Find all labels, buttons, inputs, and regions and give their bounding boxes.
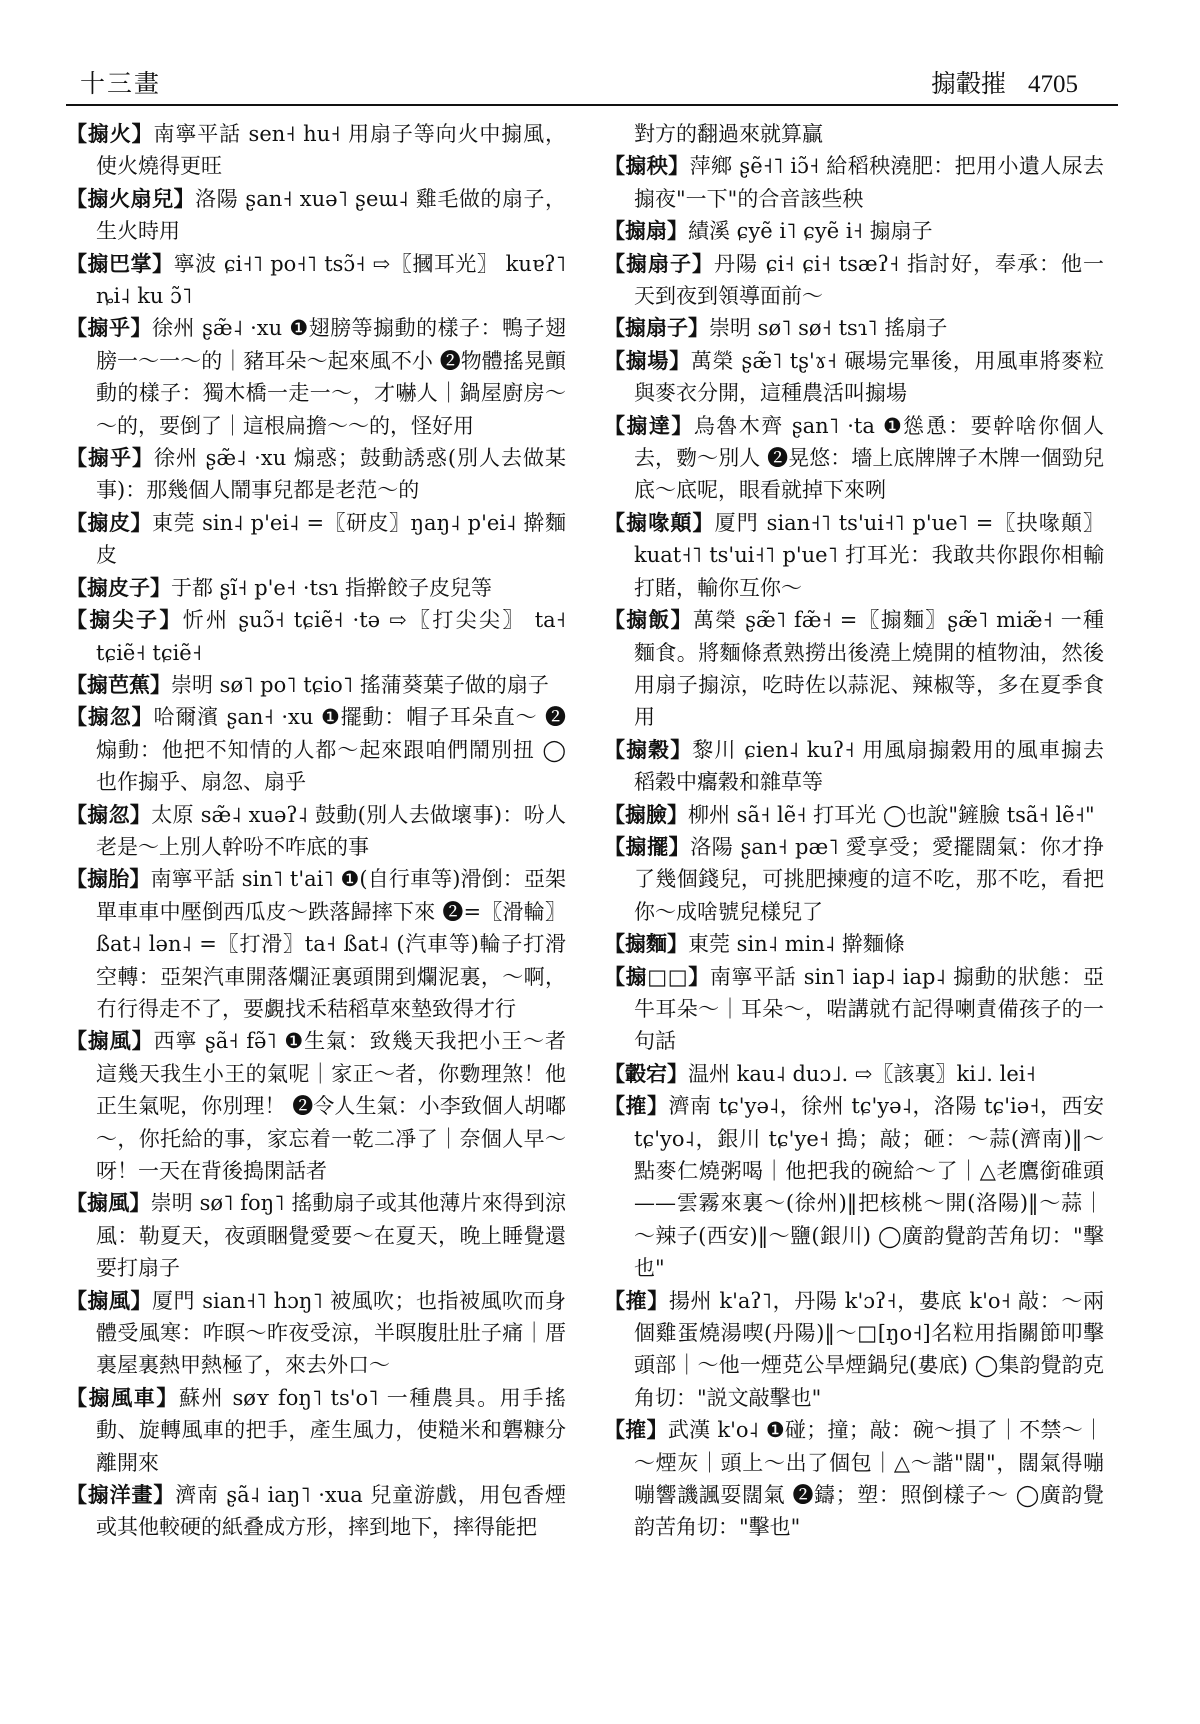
entry-headword: 【搧忽】 <box>66 704 154 730</box>
dictionary-entry <box>66 507 566 572</box>
dictionary-entry <box>604 734 1104 799</box>
entry-definition: 寧波 ɕi˧˥ po˧˥ tsɔ̃˧ ⇨〖摑耳光〗 kuɐʔ˥ ȵi˨ ku ɔ̃˥ <box>96 251 566 309</box>
entry-definition: 崇明 sø˥ po˥ tɕio˥ 搖蒲葵葉子做的扇子 <box>171 672 549 697</box>
entry-definition: 萬榮 ʂæ̃˥ tʂ'ɤ˧ 碾場完畢後，用風車將麥粒與麥衣分開，這種農活叫搧場 <box>634 348 1104 406</box>
entry-headword: 【搉】 <box>604 1093 669 1119</box>
entry-definition: 揚州 k'aʔ˥，丹陽 k'ɔʔ˧，婁底 k'o˧ 敲：～兩個雞蛋燒湯喫(丹陽)‖～□[ŋo˧]名粒用指關節叩擊頭部｜～他一煙莌公旱煙鍋兒(婁底) ◯集韵覺韵克角切："説文敲擊也" <box>634 1288 1104 1410</box>
entry-definition: 柳州 sã˧ lẽ˧ 打耳光 ◯也說"鏟臉 tsã˧ lẽ˧" <box>688 802 1095 827</box>
dictionary-entry <box>66 701 566 798</box>
dictionary-entry <box>604 312 1104 344</box>
entry-definition: 對方的翻過來就算贏 <box>634 122 823 146</box>
entry-definition: 太原 sæ̃˨ xuəʔ˨ 鼓動(別人去做壞事)：吩人老是～上別人幹吩不咋底的事 <box>96 802 566 859</box>
entry-definition: 武漢 k'o˨ ❶碰；撞；敲：碗～損了｜不禁～｜～煙灰｜頭上～出了個包｜△～諧"闊"，闊氣得嘣嘣響譏諷耍闊氣 ❷鑄；塑：照倒樣子～ ◯廣韵覺韵苦角切："擊也" <box>634 1418 1104 1540</box>
entry-definition: 南寧平話 sin˥ t'ai˥ ❶(自行車等)滑倒：亞架單車車中壓倒西瓜皮～跌落歸摔下來 ❷=〖滑輪〗ßat˨ lən˨ =〖打滑〗ta˧ ßat˨ (汽車等)輪子打滑空轉：亞架汽車開落爛泟裏頭開到爛泥裏，～啊，冇行得走不了，要覷找禾秸稻草來墊致得才行 <box>96 867 566 1021</box>
dictionary-entry <box>66 799 566 864</box>
dictionary-entry <box>66 1285 566 1382</box>
section-label: 十三畫 <box>80 69 162 98</box>
dictionary-entry <box>604 928 1104 960</box>
dictionary-entry <box>604 1058 1104 1090</box>
entry-definition: 南寧平話 sen˧ hu˧ 用扇子等向火中搧風，使火燒得更旺 <box>96 122 566 179</box>
entry-headword: 【搧皮子】 <box>66 574 171 600</box>
entry-headword: 【搉】 <box>604 1417 668 1443</box>
right-column <box>604 118 1104 1698</box>
dictionary-entry <box>604 799 1104 831</box>
entry-headword: 【搧洋畫】 <box>66 1482 176 1508</box>
entry-headword: 【搧火】 <box>66 121 154 146</box>
entry-definition: 東莞 sin˨ min˨ 擀麵條 <box>688 932 905 957</box>
page-number: 4705 <box>1028 71 1078 98</box>
entry-headword: 【搧火扇兒】 <box>66 185 196 211</box>
entry-headword: 【搧芭蕉】 <box>66 671 171 697</box>
entry-headword: 【搧麵】 <box>604 931 688 957</box>
dictionary-entry <box>604 410 1104 507</box>
entry-definition: 蘇州 søʏ foŋ˥ ts'o˥ 一種農具。用手搖動、旋轉風車的把手，產生風力，使糙米和礱糠分離開來 <box>96 1385 566 1475</box>
dictionary-entry <box>66 1382 566 1479</box>
entry-headword: 【搧尖子】 <box>66 607 183 633</box>
entry-headword: 【搧風】 <box>66 1190 151 1216</box>
entry-definition: 厦門 sian˧˥ ts'ui˧˥ p'ue˥ =〖抉喙顛〗kuat˧˥ ts'ui˧˥ p'ue˥ 打耳光：我敢共你跟你相輸打賭，輸你互你～ <box>634 510 1104 600</box>
entry-definition: 温州 kau˨ duɔ˩. ⇨〖該裏〗ki˩. lei˧ <box>688 1061 1036 1086</box>
entry-headword: 【搧忽】 <box>66 801 152 827</box>
entry-definition: 崇明 sø˥ sø˧ tsɿ˥ 搖扇子 <box>709 316 948 341</box>
entry-headword: 【搧穀】 <box>604 736 693 762</box>
entry-headword: 【搧風】 <box>66 1287 153 1313</box>
entry-definition: 南寧平話 sin˥ iap˨ iap˨ 搧動的狀態：亞牛耳朵～｜耳朵～，啱講就冇記得喇責備孩子的一句話 <box>634 964 1104 1054</box>
entry-definition: 于都 ʂĩ˧ p'e˧ ·tsɿ 指擀餃子皮兒等 <box>171 575 492 600</box>
entry-headword: 【搧場】 <box>604 347 691 373</box>
entry-definition: 黎川 ɕien˨ kuʔ˧ 用風扇搧穀用的風車搧去稻穀中癟穀和雜草等 <box>634 737 1104 795</box>
entry-headword: 【搧秧】 <box>604 153 690 179</box>
dictionary-entry <box>66 183 566 248</box>
dictionary-entry <box>604 118 1104 150</box>
entry-headword: 【搧皮】 <box>66 509 152 535</box>
dictionary-entry <box>66 863 566 1025</box>
entry-headword: 【搧達】 <box>604 412 694 438</box>
entry-headword: 【搧喙顛】 <box>604 509 715 535</box>
entry-definition: 洛陽 ʂan˧ pæ˥ 愛享受；愛擺闊氣：你才挣了幾個錢兒，可挑肥揀瘦的這不吃，那不吃，看把你～成啥號兒樣兒了 <box>634 834 1104 924</box>
entry-headword: 【搧胎】 <box>66 866 151 892</box>
header-right <box>931 64 1078 100</box>
dictionary-entry <box>604 215 1104 247</box>
entry-definition: 忻州 ʂuɔ̃˧ tɕiẽ˧ ·tə ⇨〖打尖尖〗 ta˧ tɕiẽ˧ tɕiẽ˧ <box>96 608 566 665</box>
entry-definition: 濟南 ʂã˨ iaŋ˥ ·xua 兒童游戲，用包香煙或其他較硬的紙叠成方形，摔到地下，摔得能把 <box>96 1483 566 1540</box>
dictionary-entry <box>66 604 566 669</box>
dictionary-entry <box>66 312 566 442</box>
header-characters: 搧轂摧 <box>930 69 1006 98</box>
dictionary-entry <box>604 604 1104 734</box>
dictionary-entry <box>604 961 1104 1058</box>
dictionary-entry <box>66 669 566 701</box>
entry-headword: 【搧臉】 <box>604 801 688 827</box>
entry-definition: 東莞 sin˨ p'ei˨ =〖研皮〗ŋaŋ˨ p'ei˨ 擀麵皮 <box>96 510 566 568</box>
dictionary-entry <box>66 248 566 313</box>
entry-definition: 西寧 ʂã˧ fə̃˥ ❶生氣：致幾天我把小王～者這幾天我生小王的氣呢｜家正～者，你覅理煞！他正生氣呢，你別理！ ❷令人生氣：小李致個人胡嘟～，你托給的事，家忘着一乾二凈了｜奈個人早～呀！一天在背後搗閑話者 <box>96 1029 566 1183</box>
entry-headword: 【轂宕】 <box>604 1060 688 1086</box>
entry-headword: 【搧□□】 <box>604 963 710 989</box>
entry-headword: 【搧巴掌】 <box>66 250 174 276</box>
entry-headword: 【搧飯】 <box>604 607 693 633</box>
entry-headword: 【搧風車】 <box>66 1384 180 1410</box>
entry-definition: 烏魯木齊 ʂan˥ ·ta ❶慫恿：要幹啥你個人去，覅～別人 ❷晃悠：墻上底牌牌子木牌一個勁兒底～底呢，眼看就掉下來咧 <box>634 413 1104 503</box>
dictionary-entry <box>604 1090 1104 1284</box>
dictionary-entry <box>66 118 566 183</box>
dictionary-entry <box>604 507 1104 604</box>
entry-definition: 萬榮 ʂæ̃˥ fæ̃˧ =〖搧麵〗ʂæ̃˥ miæ̃˧ 一種麵食。將麵條煮熟撈出後澆上燒開的植物油，然後用扇子搧涼，吃時佐以蒜泥、辣椒等，多在夏季食用 <box>634 608 1104 730</box>
entry-definition: 哈爾濱 ʂan˧ ·xu ❶擺動：帽子耳朵直～ ❷煽動：他把不知情的人都～起來跟咱們鬧別扭 ◯也作搧乎、扇忽、扇乎 <box>96 705 566 795</box>
entry-definition: 丹陽 ɕi˧ ɕi˧ tsæʔ˧ 指討好，奉承：他一天到夜到領導面前～ <box>634 251 1104 309</box>
entry-headword: 【搧乎】 <box>66 445 154 471</box>
dictionary-entry <box>604 345 1104 410</box>
entry-definition: 崇明 sø˥ foŋ˥ 搖動扇子或其他薄片來得到涼風：勒夏天，夜頭睏覺愛要～在夏天，晚上睡覺還要打扇子 <box>96 1191 566 1281</box>
entry-headword: 【搧擺】 <box>604 833 691 859</box>
entry-definition: 厦門 sian˧˥ hɔŋ˥ 被風吹；也指被風吹而身體受風寒：咋暝～昨夜受涼，半暝腹肚肚子痛｜厝裏屋裏熱甲熱極了，來去外口～ <box>96 1288 566 1378</box>
left-column <box>66 118 566 1698</box>
entry-headword: 【搉】 <box>604 1287 669 1313</box>
entry-headword: 【搧風】 <box>66 1028 154 1054</box>
entry-definition: 績溪 ɕyẽ i˥ ɕyẽ i˧ 搧扇子 <box>688 219 933 244</box>
entry-definition: 洛陽 ʂan˧ xuə˥ ʂeɯ˨ 雞毛做的扇子，生火時用 <box>96 186 566 244</box>
dictionary-entry <box>66 1025 566 1187</box>
entry-headword: 【搧扇子】 <box>604 250 715 276</box>
entry-definition: 萍鄉 ʂẽ˧˥ iɔ̃˧ 給稻秧澆肥：把用小遺人尿去搧夜"一下"的合音該些秧 <box>634 154 1104 211</box>
dictionary-entry <box>604 1414 1104 1544</box>
entry-headword: 【搧乎】 <box>66 315 152 341</box>
dictionary-entry <box>66 442 566 507</box>
dictionary-entry <box>66 1187 566 1284</box>
entry-headword: 【搧扇】 <box>604 218 688 244</box>
page-header <box>66 62 1118 106</box>
dictionary-entry <box>604 150 1104 215</box>
entry-definition: 濟南 tɕ'yə˨，徐州 tɕ'yə˨，洛陽 tɕ'iə˧，西安 tɕ'yo˨，銀川 tɕ'ye˧ 搗；敲；砸：～蒜(濟南)‖～點麥仁燒粥喝｜他把我的碗給～了｜△老鷹銜碓頭——雲霧來裏～(徐州)‖把核桃～開(洛陽)‖～蒜｜～辣子(西安)‖～鹽(銀川) ◯廣韵覺韵苦角切："擊也" <box>634 1094 1104 1281</box>
dictionary-entry <box>604 831 1104 928</box>
dictionary-entry <box>604 1285 1104 1415</box>
entry-definition: 徐州 ʂæ̃˨ ·xu ❶翅膀等搧動的樣子：鴨子翅膀一～一～的｜豬耳朵～起來風不小 ❷物體搖晃顫動的樣子：獨木橋一走一～，才嚇人｜鍋屋廚房～～的，要倒了｜這根扁擔～～的，怪好用 <box>96 316 566 438</box>
entry-headword: 【搧扇子】 <box>604 315 709 341</box>
dictionary-entry <box>604 248 1104 313</box>
dictionary-entry <box>66 1479 566 1544</box>
entry-definition: 徐州 ʂæ̃˨ ·xu 煽惑；鼓動誘惑(別人去做某事)：那幾個人鬧事兒都是老范～的 <box>96 446 566 503</box>
dictionary-entry <box>66 572 566 604</box>
